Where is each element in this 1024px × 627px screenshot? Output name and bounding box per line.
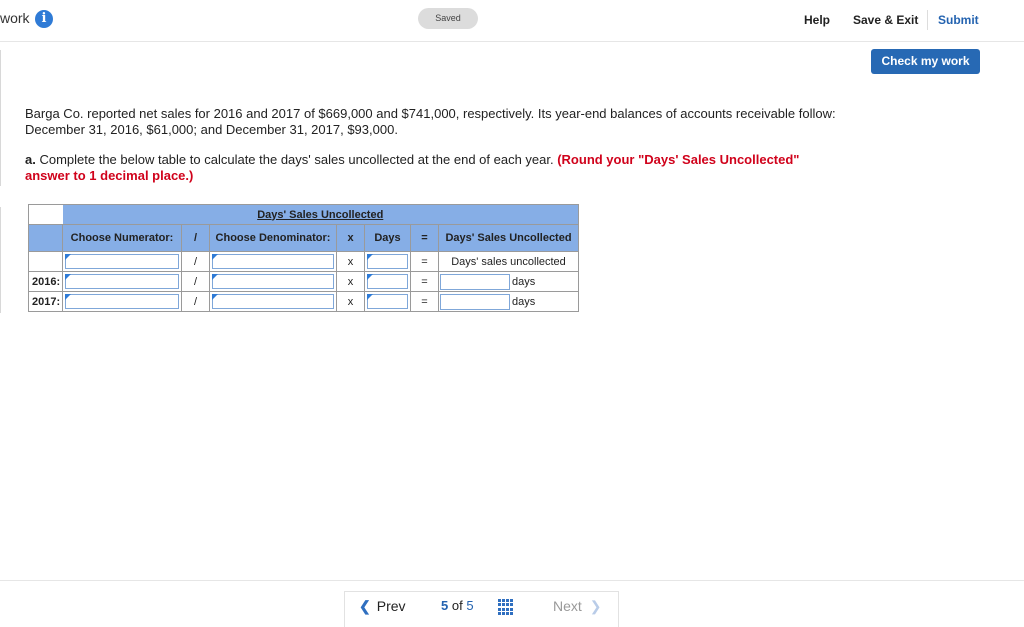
denominator-select[interactable] [212, 274, 334, 289]
numerator-cell [63, 292, 182, 312]
unit-label: days [512, 275, 536, 288]
page-of: of [451, 598, 463, 613]
left-rule [0, 207, 1, 313]
prev-button[interactable] [359, 598, 406, 615]
next-button[interactable] [553, 598, 602, 615]
header-numerator: Choose Numerator: [63, 225, 182, 252]
dropdown-marker-icon [65, 294, 71, 300]
header-label-cell [29, 225, 63, 252]
dropdown-marker-icon [212, 254, 218, 260]
header-denominator: Choose Denominator: [210, 225, 337, 252]
left-rule [0, 50, 1, 186]
row-label: 2016: [29, 272, 63, 292]
denominator-cell [210, 252, 337, 272]
divider [927, 10, 928, 30]
rounding-instruction: (Round your "Days' Sales Uncollected" answer to 1 decimal place.) [25, 152, 800, 183]
total-pages: 5 [466, 598, 474, 613]
unit-label: days [512, 295, 536, 308]
page-indicator [441, 598, 474, 613]
question-text: Barga Co. reported net sales for 2016 and 2017 of $669,000 and $741,000, respectively. Its year-end balances of accounts receivable follow: December 31, 2016, $61,000; and December 31, 2017, $93,000. [25, 106, 836, 137]
chevron-left-icon: ❮ [359, 598, 371, 614]
denominator-select[interactable] [212, 254, 334, 269]
dropdown-marker-icon [367, 274, 373, 280]
grid-icon[interactable] [498, 599, 514, 615]
divide-sign: / [182, 272, 210, 292]
work-label: work [0, 10, 30, 26]
days-sales-uncollected-table [28, 204, 579, 312]
row-label: 2017: [29, 292, 63, 312]
header-times: x [337, 225, 365, 252]
saved-status-badge: Saved [418, 8, 478, 29]
next-label: Next [553, 598, 582, 614]
days-cell [365, 272, 411, 292]
row-label [29, 252, 63, 272]
dropdown-marker-icon [212, 274, 218, 280]
part-label: a. [25, 152, 36, 167]
table-row [29, 292, 579, 312]
dropdown-marker-icon [367, 294, 373, 300]
numerator-select[interactable] [65, 254, 179, 269]
numerator-select[interactable] [65, 274, 179, 289]
result-cell [439, 272, 579, 292]
help-link[interactable]: Help [804, 13, 831, 27]
divide-sign: / [182, 292, 210, 312]
header-divide: / [182, 225, 210, 252]
result-input[interactable] [440, 274, 510, 290]
dropdown-marker-icon [212, 294, 218, 300]
times-sign: x [337, 252, 365, 272]
days-input[interactable] [367, 254, 408, 269]
days-input[interactable] [367, 274, 408, 289]
dropdown-marker-icon [65, 254, 71, 260]
info-icon[interactable]: i [35, 10, 53, 28]
numerator-cell [63, 252, 182, 272]
save-exit-link[interactable]: Save & Exit [853, 13, 919, 27]
dropdown-marker-icon [65, 274, 71, 280]
days-cell [365, 292, 411, 312]
times-sign: x [337, 292, 365, 312]
result-label: Days' sales uncollected [439, 252, 579, 272]
table-row [29, 272, 579, 292]
chevron-right-icon: ❯ [589, 598, 602, 614]
prev-label: Prev [376, 598, 406, 614]
numerator-select[interactable] [65, 294, 179, 309]
check-my-work-button[interactable]: Check my work [871, 49, 980, 74]
denominator-cell [210, 272, 337, 292]
header-result: Days' Sales Uncollected [439, 225, 579, 252]
dropdown-marker-icon [367, 254, 373, 260]
times-sign: x [337, 272, 365, 292]
result-input[interactable] [440, 294, 510, 310]
title-spacer [29, 205, 63, 225]
submit-link[interactable]: Submit [938, 13, 979, 27]
equals-sign: = [411, 292, 439, 312]
part-a-instruction [25, 152, 845, 184]
result-cell [439, 292, 579, 312]
table-title: Days' Sales Uncollected [63, 205, 579, 225]
top-bar [0, 0, 1024, 42]
equals-sign: = [411, 272, 439, 292]
table-row [29, 252, 579, 272]
current-page: 5 [441, 598, 449, 613]
days-input[interactable] [367, 294, 408, 309]
days-cell [365, 252, 411, 272]
equals-sign: = [411, 252, 439, 272]
denominator-cell [210, 292, 337, 312]
header-days: Days [365, 225, 411, 252]
header-equals: = [411, 225, 439, 252]
denominator-select[interactable] [212, 294, 334, 309]
numerator-cell [63, 272, 182, 292]
part-text: Complete the below table to calculate the days' sales uncollected at the end of each year. [35, 152, 558, 167]
divide-sign: / [182, 252, 210, 272]
